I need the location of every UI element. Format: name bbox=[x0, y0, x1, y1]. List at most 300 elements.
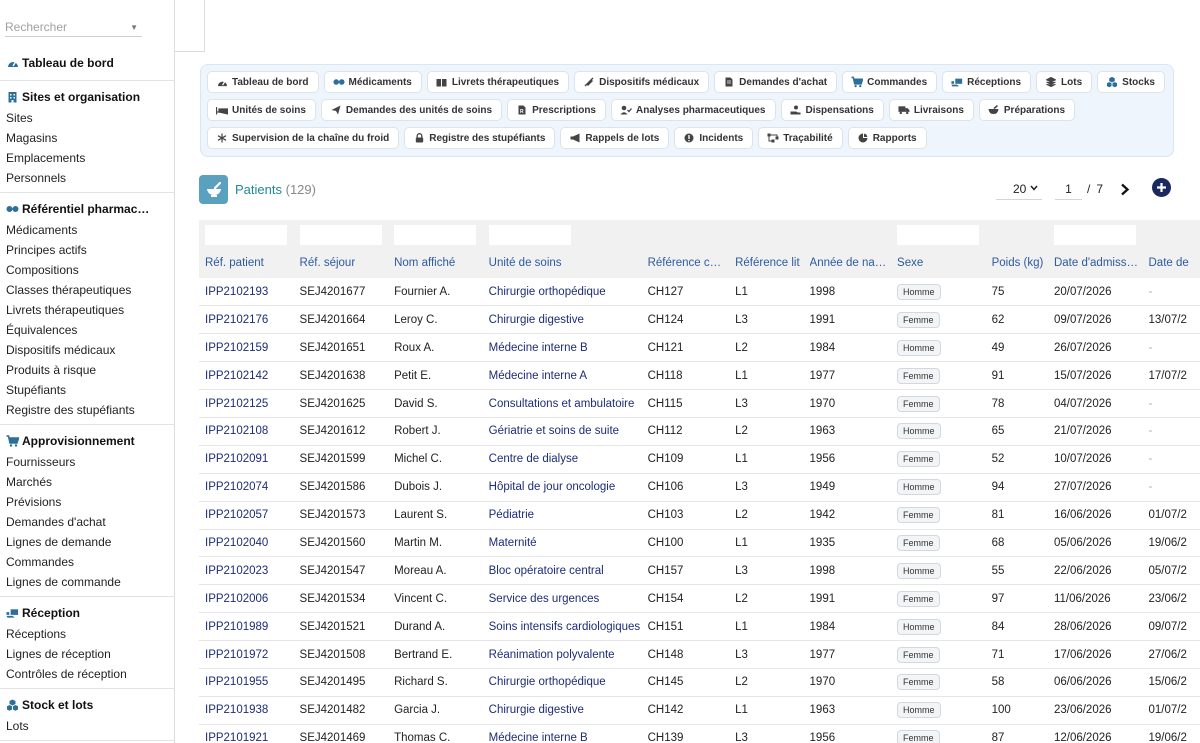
column-filter-input[interactable] bbox=[897, 225, 979, 245]
table-cell: 65 bbox=[986, 417, 1048, 445]
sidebar-item[interactable]: Classes thérapeutiques bbox=[6, 283, 132, 297]
table-cell[interactable]: Service des urgences bbox=[483, 585, 642, 613]
module-tab[interactable] bbox=[1097, 71, 1165, 93]
sidebar-section-title: Réception bbox=[22, 606, 81, 620]
module-tab[interactable] bbox=[758, 127, 842, 149]
table-cell: 1984 bbox=[804, 613, 892, 641]
table-cell[interactable]: IPP2102057 bbox=[199, 501, 294, 529]
column-header-label: Référence lit bbox=[735, 257, 800, 269]
chevron-down-icon[interactable]: ▼ bbox=[130, 23, 138, 32]
tab-label: Livraisons bbox=[913, 104, 964, 116]
sidebar-item[interactable]: Principes actifs bbox=[6, 243, 87, 257]
sidebar-item[interactable]: Registre des stupéfiants bbox=[6, 403, 135, 417]
table-cell[interactable]: IPP2102091 bbox=[199, 445, 294, 473]
table-cell: 1942 bbox=[804, 501, 892, 529]
pagination bbox=[996, 178, 1133, 200]
table-cell: 1956 bbox=[804, 724, 892, 743]
table-cell[interactable]: IPP2102176 bbox=[199, 306, 294, 334]
tab-label: Traçabilité bbox=[783, 132, 833, 144]
table-cell: 13/07/2 bbox=[1143, 306, 1200, 334]
sidebar-item[interactable]: Commandes bbox=[6, 555, 75, 569]
column-header[interactable] bbox=[294, 220, 389, 278]
sex-badge: Homme bbox=[897, 563, 941, 579]
tab-label: Supervision de la chaîne du froid bbox=[232, 132, 390, 144]
table-cell: SEJ4201469 bbox=[294, 724, 389, 743]
table-cell: 16/06/2026 bbox=[1048, 501, 1143, 529]
column-filter-input[interactable] bbox=[489, 225, 571, 245]
sex-badge: Femme bbox=[897, 591, 940, 607]
table-row[interactable] bbox=[199, 724, 1200, 743]
add-patient-button[interactable] bbox=[1152, 178, 1171, 197]
table-cell: L3 bbox=[729, 390, 803, 418]
sidebar-item[interactable]: Stupéfiants bbox=[6, 383, 67, 397]
tab-label: Stocks bbox=[1122, 76, 1155, 88]
table-cell: 05/06/2026 bbox=[1048, 529, 1143, 557]
table-cell: SEJ4201651 bbox=[294, 334, 389, 362]
sidebar-section-header[interactable] bbox=[0, 198, 175, 220]
column-header[interactable] bbox=[388, 220, 483, 278]
sidebar-item[interactable]: Livrets thérapeutiques bbox=[6, 303, 125, 317]
sex-badge: Femme bbox=[897, 507, 940, 523]
table-row[interactable] bbox=[199, 417, 1200, 445]
sidebar-section bbox=[0, 597, 175, 689]
table-cell: SEJ4201508 bbox=[294, 641, 389, 669]
table-cell[interactable]: Chirurgie orthopédique bbox=[483, 668, 642, 696]
table-cell: L1 bbox=[729, 613, 803, 641]
table-cell: 19/06/2 bbox=[1143, 724, 1200, 743]
column-header-label: Date d'admiss… bbox=[1053, 257, 1138, 269]
table-row[interactable] bbox=[199, 613, 1200, 641]
table-cell[interactable]: IPP2102006 bbox=[199, 585, 294, 613]
current-page-input[interactable]: 1 bbox=[1055, 178, 1082, 200]
page-title bbox=[235, 182, 316, 197]
sidebar-section-header[interactable] bbox=[0, 694, 175, 716]
truck-hand-icon bbox=[6, 607, 19, 619]
sidebar-search[interactable] bbox=[5, 17, 142, 37]
table-cell: 1935 bbox=[804, 529, 892, 557]
module-tab[interactable] bbox=[674, 127, 753, 149]
sidebar-section-dashboard bbox=[0, 50, 175, 81]
table-cell[interactable]: Médecine interne B bbox=[483, 334, 642, 362]
sidebar-item[interactable]: Médicaments bbox=[6, 223, 78, 237]
table-cell: 12/06/2026 bbox=[1048, 724, 1143, 743]
module-tab[interactable] bbox=[574, 71, 709, 93]
sex-badge: Homme bbox=[897, 340, 941, 356]
svg-text:R: R bbox=[520, 109, 524, 115]
module-tab[interactable] bbox=[611, 99, 776, 121]
table-cell: David S. bbox=[388, 390, 483, 418]
table-cell: 1984 bbox=[804, 334, 892, 362]
column-header-label: Poids (kg) bbox=[991, 257, 1044, 269]
table-cell: 1949 bbox=[804, 473, 892, 501]
table-cell: 94 bbox=[986, 473, 1048, 501]
table-cell: 28/06/2026 bbox=[1048, 613, 1143, 641]
sidebar-item[interactable]: Équivalences bbox=[6, 323, 78, 337]
tab-row bbox=[207, 99, 1173, 121]
table-cell: CH103 bbox=[642, 501, 730, 529]
column-filter-input[interactable] bbox=[300, 225, 382, 245]
table-cell: SEJ4201612 bbox=[294, 417, 389, 445]
table-cell[interactable]: IPP2101921 bbox=[199, 724, 294, 743]
table-cell[interactable]: Pédiatrie bbox=[483, 501, 642, 529]
column-header[interactable] bbox=[986, 220, 1048, 278]
table-cell[interactable]: IPP2102193 bbox=[199, 278, 294, 306]
table-cell: Martin M. bbox=[388, 529, 483, 557]
truck-hand-icon bbox=[951, 77, 963, 87]
sidebar-item[interactable]: Compositions bbox=[6, 263, 79, 277]
module-tab[interactable] bbox=[781, 99, 884, 121]
sidebar-item[interactable]: Prévisions bbox=[6, 495, 62, 509]
tab-label: Unités de soins bbox=[232, 104, 306, 116]
table-row[interactable] bbox=[199, 362, 1200, 390]
sidebar-section-title: Sites et organisation bbox=[22, 90, 141, 104]
delivery-truck-icon bbox=[898, 105, 910, 115]
table-cell: L3 bbox=[729, 473, 803, 501]
module-tab[interactable] bbox=[404, 127, 555, 149]
table-row[interactable] bbox=[199, 334, 1200, 362]
page-separator: / bbox=[1087, 182, 1091, 196]
table-cell: Roux A. bbox=[388, 334, 483, 362]
column-header[interactable] bbox=[642, 220, 730, 278]
sidebar-item[interactable]: Emplacements bbox=[6, 151, 86, 165]
sex-cell bbox=[891, 334, 986, 362]
table-cell: - bbox=[1143, 473, 1200, 501]
table-cell[interactable]: IPP2101972 bbox=[199, 641, 294, 669]
table-cell: Robert J. bbox=[388, 417, 483, 445]
module-tab[interactable] bbox=[207, 127, 399, 149]
sex-cell bbox=[891, 668, 986, 696]
table-cell: 01/07/2 bbox=[1143, 696, 1200, 724]
sex-badge: Femme bbox=[897, 451, 940, 467]
table-cell: Leroy C. bbox=[388, 306, 483, 334]
table-row[interactable] bbox=[199, 585, 1200, 613]
table-cell: L2 bbox=[729, 668, 803, 696]
table-row[interactable] bbox=[199, 278, 1200, 306]
gauge-icon bbox=[6, 57, 19, 69]
sidebar bbox=[0, 0, 175, 743]
cubes-icon bbox=[6, 699, 19, 711]
sidebar-item[interactable]: Fournisseurs bbox=[6, 455, 76, 469]
column-header[interactable] bbox=[804, 220, 892, 278]
column-header[interactable] bbox=[199, 220, 294, 278]
sidebar-section-title: Référentiel pharmac… bbox=[22, 202, 150, 216]
table-cell: 1977 bbox=[804, 641, 892, 669]
table-cell: Durand A. bbox=[388, 613, 483, 641]
tab-label: Lots bbox=[1061, 76, 1083, 88]
table-cell[interactable]: IPP2102023 bbox=[199, 557, 294, 585]
column-header[interactable] bbox=[729, 220, 803, 278]
sidebar-item-dashboard[interactable] bbox=[0, 52, 175, 74]
table-cell: 71 bbox=[986, 641, 1048, 669]
sex-cell bbox=[891, 306, 986, 334]
table-row[interactable] bbox=[199, 306, 1200, 334]
sidebar-item[interactable]: Magasins bbox=[6, 131, 58, 145]
sidebar-item[interactable]: Lignes de demande bbox=[6, 535, 112, 549]
tab-label: Rappels de lots bbox=[585, 132, 660, 144]
table-cell: 11/06/2026 bbox=[1048, 585, 1143, 613]
table-cell: SEJ4201521 bbox=[294, 613, 389, 641]
table-cell: CH145 bbox=[642, 668, 730, 696]
table-row[interactable] bbox=[199, 445, 1200, 473]
patients-table bbox=[199, 220, 1200, 743]
table-cell[interactable]: IPP2102040 bbox=[199, 529, 294, 557]
sidebar-item[interactable]: Sites bbox=[6, 111, 33, 125]
table-cell: Thomas C. bbox=[388, 724, 483, 743]
tab-label: Tableau de bord bbox=[232, 76, 309, 88]
table-cell: CH124 bbox=[642, 306, 730, 334]
cubes-icon bbox=[1106, 77, 1118, 87]
table-cell: CH148 bbox=[642, 641, 730, 669]
column-filter-input[interactable] bbox=[1054, 225, 1136, 245]
sidebar-item[interactable]: Réceptions bbox=[6, 627, 67, 641]
sidebar-item[interactable]: Lots bbox=[6, 719, 29, 733]
table-cell: SEJ4201534 bbox=[294, 585, 389, 613]
table-row[interactable] bbox=[199, 390, 1200, 418]
tab-label: Rapports bbox=[872, 132, 917, 144]
table-cell: 06/06/2026 bbox=[1048, 668, 1143, 696]
table-cell: L3 bbox=[729, 724, 803, 743]
table-cell[interactable]: IPP2101938 bbox=[199, 696, 294, 724]
table-cell: 01/07/2 bbox=[1143, 501, 1200, 529]
column-header-label: Référence c… bbox=[647, 257, 722, 269]
table-cell: 1991 bbox=[804, 585, 892, 613]
patients-header bbox=[199, 175, 1174, 205]
table-cell: 1977 bbox=[804, 362, 892, 390]
table-cell: SEJ4201573 bbox=[294, 501, 389, 529]
table-cell: 27/06/2 bbox=[1143, 641, 1200, 669]
table-cell[interactable]: Médecine interne A bbox=[483, 362, 642, 390]
column-header[interactable] bbox=[483, 220, 642, 278]
column-header-label: Réf. séjour bbox=[299, 257, 356, 269]
table-cell: CH139 bbox=[642, 724, 730, 743]
column-header[interactable] bbox=[1143, 220, 1200, 278]
table-cell: 04/07/2026 bbox=[1048, 390, 1143, 418]
table-cell: 1963 bbox=[804, 696, 892, 724]
sidebar-section-header[interactable] bbox=[0, 86, 175, 108]
sidebar-section bbox=[0, 425, 175, 597]
module-tab[interactable] bbox=[207, 71, 319, 93]
table-cell: 100 bbox=[986, 696, 1048, 724]
table-cell: - bbox=[1143, 278, 1200, 306]
table-cell: Michel C. bbox=[388, 445, 483, 473]
table-cell: 20/07/2026 bbox=[1048, 278, 1143, 306]
sidebar-section bbox=[0, 193, 175, 425]
bed-icon bbox=[216, 105, 228, 115]
module-tab[interactable] bbox=[1036, 71, 1092, 93]
tab-label: Analyses pharmaceutiques bbox=[636, 104, 766, 116]
table-cell: 23/06/2 bbox=[1143, 585, 1200, 613]
table-cell: L2 bbox=[729, 417, 803, 445]
table-cell[interactable]: IPP2102125 bbox=[199, 390, 294, 418]
table-cell: L2 bbox=[729, 585, 803, 613]
sex-cell bbox=[891, 529, 986, 557]
table-cell: 1998 bbox=[804, 557, 892, 585]
sidebar-item[interactable]: Dispositifs médicaux bbox=[6, 343, 116, 357]
table-cell[interactable]: Chirurgie digestive bbox=[483, 696, 642, 724]
sidebar-item[interactable]: Lignes de commande bbox=[6, 575, 121, 589]
table-row[interactable] bbox=[199, 529, 1200, 557]
module-tab[interactable] bbox=[714, 71, 837, 93]
table-cell: Laurent S. bbox=[388, 501, 483, 529]
table-cell: Richard S. bbox=[388, 668, 483, 696]
sex-badge: Femme bbox=[897, 312, 940, 328]
sidebar-item[interactable]: Produits à risque bbox=[6, 363, 97, 377]
table-cell[interactable]: Bloc opératoire central bbox=[483, 557, 642, 585]
table-cell: Vincent C. bbox=[388, 585, 483, 613]
building-icon bbox=[6, 91, 19, 103]
cart-icon bbox=[6, 435, 19, 447]
table-cell[interactable]: IPP2102159 bbox=[199, 334, 294, 362]
module-tab[interactable] bbox=[321, 99, 502, 121]
sex-badge: Femme bbox=[897, 674, 940, 690]
table-cell: 15/07/2026 bbox=[1048, 362, 1143, 390]
table-cell: - bbox=[1143, 390, 1200, 418]
sidebar-item[interactable]: Marchés bbox=[6, 475, 53, 489]
sidebar-section-header[interactable] bbox=[0, 602, 175, 624]
table-row[interactable] bbox=[199, 668, 1200, 696]
column-header-label: Unité de soins bbox=[488, 257, 562, 269]
table-row[interactable] bbox=[199, 696, 1200, 724]
table-cell[interactable]: IPP2102142 bbox=[199, 362, 294, 390]
mortar-pestle-icon bbox=[199, 175, 228, 204]
patients-table-container bbox=[199, 220, 1200, 743]
table-row[interactable] bbox=[199, 641, 1200, 669]
sidebar-section-header[interactable] bbox=[0, 430, 175, 452]
lock-icon bbox=[413, 133, 425, 143]
sex-badge: Femme bbox=[897, 535, 940, 551]
table-cell: L3 bbox=[729, 306, 803, 334]
table-cell: - bbox=[1143, 417, 1200, 445]
table-cell: SEJ4201625 bbox=[294, 390, 389, 418]
table-cell[interactable]: IPP2102074 bbox=[199, 473, 294, 501]
table-cell[interactable]: Gériatrie et soins de suite bbox=[483, 417, 642, 445]
module-tab[interactable] bbox=[842, 71, 937, 93]
column-header[interactable] bbox=[891, 220, 986, 278]
sidebar-section-title: Stock et lots bbox=[22, 698, 94, 712]
sidebar-item[interactable]: Lignes de réception bbox=[6, 647, 111, 661]
table-cell[interactable]: Chirurgie orthopédique bbox=[483, 278, 642, 306]
module-tab[interactable] bbox=[942, 71, 1031, 93]
cart-icon bbox=[851, 77, 863, 87]
table-cell: CH151 bbox=[642, 613, 730, 641]
table-cell: SEJ4201482 bbox=[294, 696, 389, 724]
table-cell: 09/07/2 bbox=[1143, 613, 1200, 641]
sidebar-item[interactable]: Demandes d'achat bbox=[6, 515, 106, 529]
syringe-icon bbox=[583, 77, 595, 87]
module-tab[interactable] bbox=[324, 71, 422, 93]
table-cell[interactable]: Centre de dialyse bbox=[483, 445, 642, 473]
table-cell[interactable]: Médecine interne B bbox=[483, 724, 642, 743]
module-tab[interactable] bbox=[889, 99, 974, 121]
table-cell: SEJ4201586 bbox=[294, 473, 389, 501]
sex-badge: Femme bbox=[897, 368, 940, 384]
table-cell[interactable]: Chirurgie digestive bbox=[483, 306, 642, 334]
table-header-row bbox=[199, 220, 1200, 278]
mortar-icon bbox=[988, 105, 1000, 115]
column-filter-input[interactable] bbox=[205, 225, 287, 245]
plus-icon bbox=[1156, 182, 1167, 193]
table-cell: CH106 bbox=[642, 473, 730, 501]
table-cell[interactable]: Maternité bbox=[483, 529, 642, 557]
table-cell[interactable]: IPP2102108 bbox=[199, 417, 294, 445]
tab-label: Dispensations bbox=[805, 104, 874, 116]
next-page-icon[interactable] bbox=[1117, 181, 1133, 197]
table-cell: CH127 bbox=[642, 278, 730, 306]
column-header[interactable] bbox=[1048, 220, 1143, 278]
table-cell[interactable]: Hôpital de jour oncologie bbox=[483, 473, 642, 501]
megaphone-icon bbox=[569, 133, 581, 143]
table-cell: CH118 bbox=[642, 362, 730, 390]
sex-cell bbox=[891, 557, 986, 585]
table-cell[interactable]: Consultations et ambulatoire bbox=[483, 390, 642, 418]
hand-icon bbox=[790, 105, 802, 115]
table-cell[interactable]: IPP2101955 bbox=[199, 668, 294, 696]
table-cell: L1 bbox=[729, 696, 803, 724]
module-tab[interactable] bbox=[507, 99, 606, 121]
total-pages: 7 bbox=[1096, 182, 1104, 196]
table-cell: 26/07/2026 bbox=[1048, 334, 1143, 362]
tab-label: Médicaments bbox=[348, 76, 412, 88]
sex-cell bbox=[891, 724, 986, 743]
table-cell: 1998 bbox=[804, 278, 892, 306]
table-cell: CH109 bbox=[642, 445, 730, 473]
prescription-icon bbox=[516, 105, 528, 115]
sex-cell bbox=[891, 641, 986, 669]
table-cell[interactable]: Soins intensifs cardiologiques bbox=[483, 613, 642, 641]
sex-badge: Homme bbox=[897, 284, 941, 300]
tab-label: Commandes bbox=[867, 76, 928, 88]
table-cell: 62 bbox=[986, 306, 1048, 334]
table-row[interactable] bbox=[199, 501, 1200, 529]
sidebar-section-title: Approvisionnement bbox=[22, 434, 135, 448]
sex-badge: Homme bbox=[897, 702, 941, 718]
sex-badge: Femme bbox=[897, 647, 940, 663]
column-header-label: Année de na… bbox=[809, 257, 887, 269]
sex-cell bbox=[891, 473, 986, 501]
table-row[interactable] bbox=[199, 473, 1200, 501]
module-tab[interactable] bbox=[560, 127, 669, 149]
table-cell: 97 bbox=[986, 585, 1048, 613]
snowflake-icon bbox=[216, 133, 228, 143]
sex-cell bbox=[891, 417, 986, 445]
table-cell: Garcia J. bbox=[388, 696, 483, 724]
column-filter-input[interactable] bbox=[394, 225, 476, 245]
module-tab[interactable] bbox=[207, 99, 316, 121]
table-cell[interactable]: Réanimation polyvalente bbox=[483, 641, 642, 669]
table-row[interactable] bbox=[199, 557, 1200, 585]
table-cell: L1 bbox=[729, 278, 803, 306]
column-header-label: Date de bbox=[1148, 257, 1189, 269]
page-size-select[interactable] bbox=[996, 178, 1042, 200]
table-cell: L1 bbox=[729, 362, 803, 390]
sidebar-section bbox=[0, 689, 175, 741]
table-cell: 19/06/2 bbox=[1143, 529, 1200, 557]
table-cell: L2 bbox=[729, 501, 803, 529]
sidebar-item[interactable]: Contrôles de réception bbox=[6, 667, 127, 681]
sex-cell bbox=[891, 501, 986, 529]
module-tab[interactable] bbox=[427, 71, 569, 93]
table-cell: 81 bbox=[986, 501, 1048, 529]
sidebar-item[interactable]: Personnels bbox=[6, 171, 67, 185]
module-tab[interactable] bbox=[848, 127, 927, 149]
table-cell[interactable]: IPP2101989 bbox=[199, 613, 294, 641]
table-cell: Petit E. bbox=[388, 362, 483, 390]
table-cell: 1956 bbox=[804, 445, 892, 473]
table-cell: CH112 bbox=[642, 417, 730, 445]
module-tab[interactable] bbox=[979, 99, 1075, 121]
search-input[interactable] bbox=[5, 17, 125, 34]
table-cell: 09/07/2026 bbox=[1048, 306, 1143, 334]
